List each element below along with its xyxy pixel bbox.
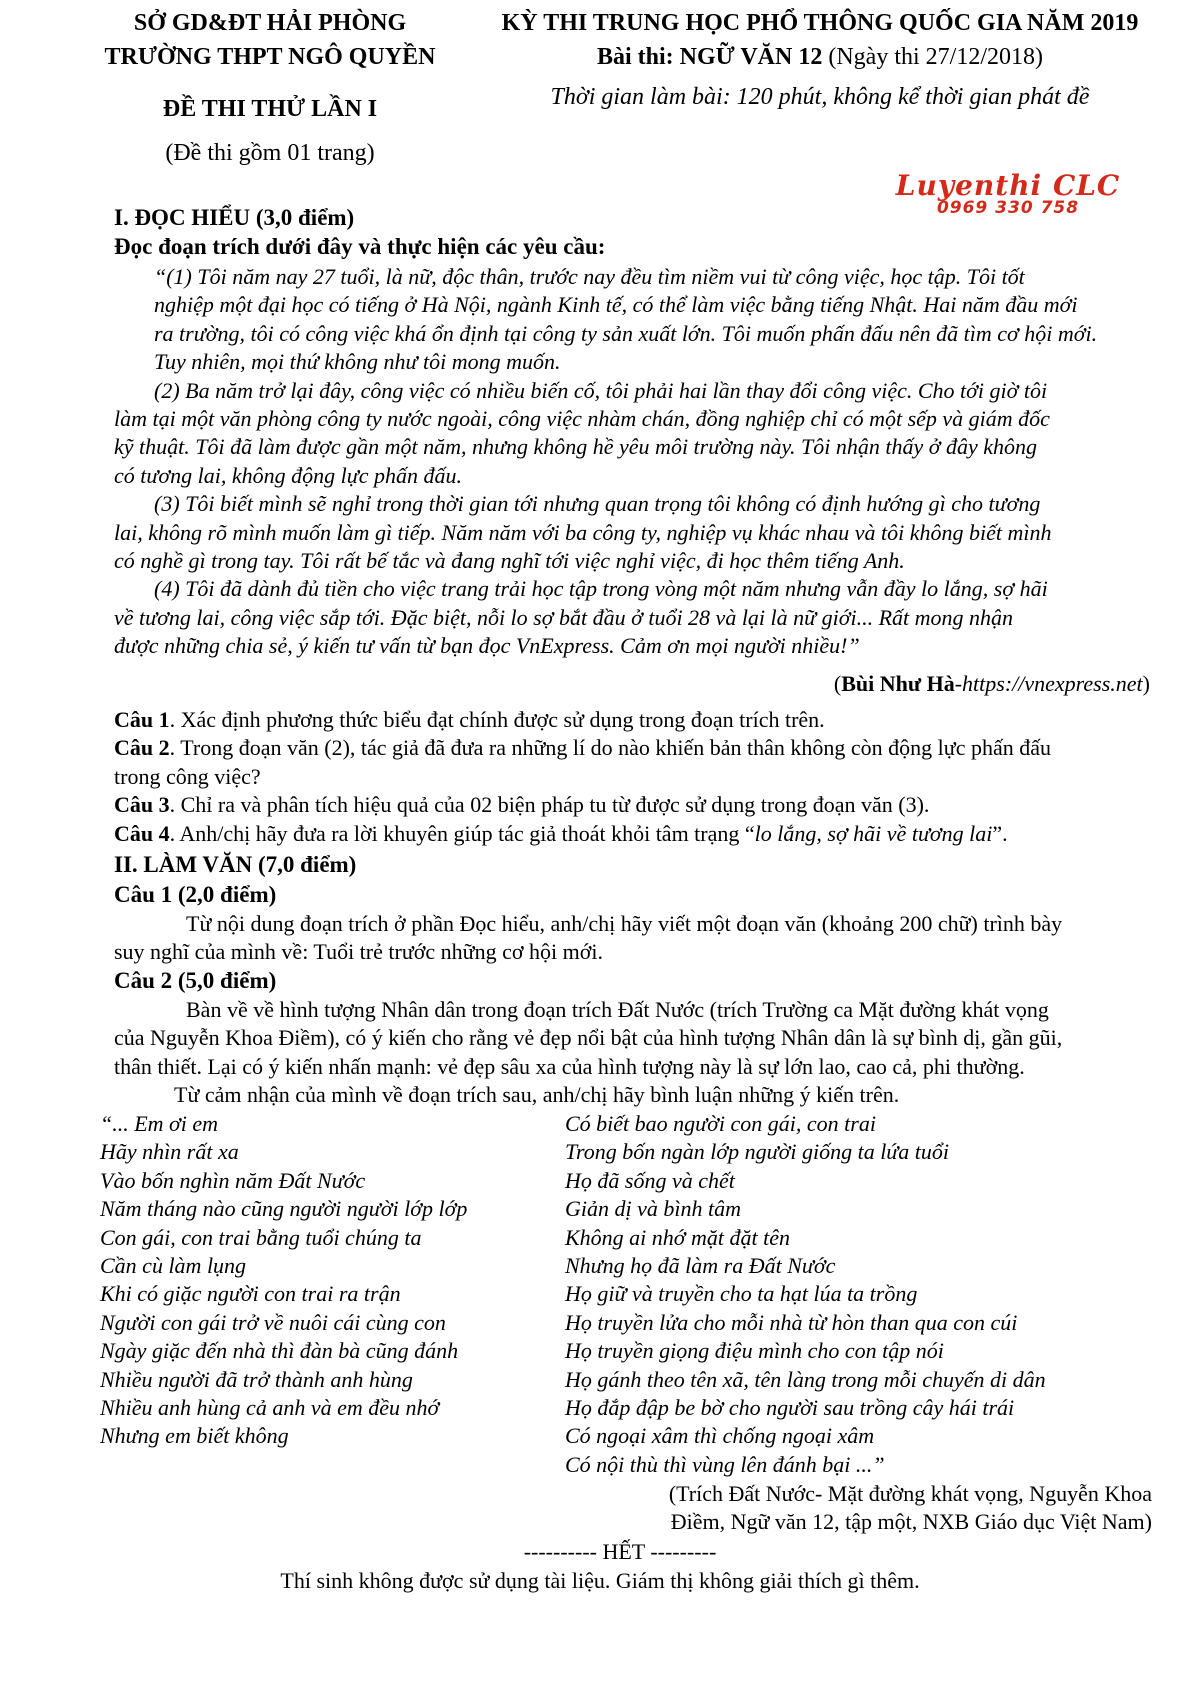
poem-line: Họ đắp đập be bờ cho người sau trồng cây hái trái xyxy=(565,1395,1015,1421)
school-name: TRƯỜNG THPT NGÔ QUYỀN xyxy=(104,44,436,70)
part1-title: I. ĐỌC HIỂU (3,0 điểm) xyxy=(114,205,355,230)
department-name: SỞ GD&ĐT HẢI PHÒNG xyxy=(133,10,407,36)
question-label: Câu 3 xyxy=(114,792,170,818)
subject-label: Bài thi: NGỮ VĂN 12 xyxy=(597,44,823,70)
essay-q1-title: Câu 1 (2,0 điểm) xyxy=(114,882,277,907)
poem-line: Họ đã sống và chết xyxy=(565,1167,735,1193)
essay-line: Bàn về về hình tượng Nhân dân trong đoạn trích Đất Nước (trích Trường ca Mặt đường khát vọng xyxy=(186,997,1049,1022)
essay-prompt: Từ cảm nhận của mình về đoạn trích sau, anh/chị hãy bình luận những ý kiến trên. xyxy=(174,1082,900,1108)
poem-line: Con gái, con trai bằng tuổi chúng ta xyxy=(100,1224,422,1250)
question-text: . Anh/chị hãy đưa ra lời khuyên giúp tác giả thoát khỏi tâm trạng “ xyxy=(169,820,755,846)
question-4 xyxy=(114,820,1150,848)
citation-line: (Trích Đất Nước- Mặt đường khát vọng, Nguyễn Khoa xyxy=(668,1481,1152,1506)
subject-line xyxy=(470,40,1170,74)
essay-line: thân thiết. Lại có ý kiến nhấn mạnh: vẻ đẹp sâu xa của hình tượng này là sự lớn lao, cao cả, phi thường. xyxy=(114,1053,1025,1079)
poem-line: Họ truyền giọng điệu mình cho con tập nói xyxy=(565,1338,944,1364)
essay-line: Từ nội dung đoạn trích ở phần Đọc hiểu, anh/chị hãy viết một đoạn văn (khoảng 200 chữ) trình bày xyxy=(186,911,1063,936)
poem-line: Có ngoại xâm thì chống ngoại xâm xyxy=(565,1423,875,1449)
passage-line: được những chia sẻ, ý kiến tư vấn từ bạn đọc VnExpress. Cảm ơn mọi người nhiều!” xyxy=(114,633,860,659)
part2-title: II. LÀM VĂN (7,0 điểm) xyxy=(114,852,357,877)
passage-line: nghiệp một đại học có tiếng ở Hà Nội, ngành Kinh tế, có thể làm việc bằng tiếng Nhật. Hai năm đầu mới xyxy=(154,292,1078,318)
essay-line: của Nguyễn Khoa Điềm), có ý kiến cho rằng vẻ đẹp nổi bật của hình tượng Nhân dân là sự bình dị, gần gũi, xyxy=(114,1025,1063,1051)
source-paren: ( xyxy=(833,671,842,696)
poem-line: “... Em ơi em xyxy=(100,1111,219,1136)
question-label: Câu 2 xyxy=(114,735,170,761)
source-url: -https://vnexpress.net xyxy=(954,671,1143,696)
poem-line: Họ gánh theo tên xã, tên làng trong mỗi chuyến di dân xyxy=(565,1366,1046,1392)
passage-line: về tương lai, công việc sắp tới. Đặc biệt, nỗi lo sợ bắt đầu ở tuổi 28 và lại là nữ giới... Rất mong nhận xyxy=(114,604,1014,630)
question-text: . Trong đoạn văn (2), tác giả đã đưa ra những lí do nào khiến bản thân không còn động lực phấn đấu xyxy=(169,735,1051,761)
part1-instruction: Đọc đoạn trích dưới đây và thực hiện các yêu cầu: xyxy=(114,234,606,259)
passage-line: làm tại một văn phòng công ty nước ngoài, công việc nhàm chán, đồng nghiệp chỉ có một sếp và giám đốc xyxy=(114,406,1050,432)
time-note: Thời gian làm bài: 120 phút, không kể thời gian phát đề xyxy=(550,84,1090,110)
question-label: Câu 1 xyxy=(114,707,170,732)
poem-line: Khi có giặc người con trai ra trận xyxy=(100,1281,401,1307)
pages-note: (Đề thi gồm 01 trang) xyxy=(165,140,375,166)
poem-line: Trong bốn ngàn lớp người giống ta lứa tuổi xyxy=(565,1139,950,1165)
question-text: . Chỉ ra và phân tích hiệu quả của 02 biện pháp tu từ được sử dụng trong đoạn văn (3). xyxy=(169,792,930,818)
poem-line: Họ truyền lửa cho mỗi nhà từ hòn than qua con cúi xyxy=(565,1309,1018,1335)
poem-line: Giản dị và bình tâm xyxy=(565,1196,741,1222)
question-3 xyxy=(114,791,1150,819)
passage-line: Tuy nhiên, mọi thứ không như tôi mong muốn. xyxy=(154,349,561,375)
exam-date: (Ngày thi 27/12/2018) xyxy=(828,44,1043,70)
source-paren: ) xyxy=(1142,671,1150,696)
question-2 xyxy=(114,734,1150,791)
poem-line: Ngày giặc đến nhà thì đàn bà cũng đánh xyxy=(100,1338,459,1364)
passage-line: (2) Ba năm trở lại đây, công việc có nhiều biến cố, tôi phải hai lần thay đổi công việc. Cho tới giờ tôi xyxy=(154,377,1048,403)
essay-q1-text xyxy=(114,910,1150,967)
reading-passage xyxy=(114,263,1150,661)
passage-line: “(1) Tôi năm nay 27 tuổi, là nữ, độc thân, trước nay đều tìm niềm vui từ công việc, học tập. Tôi tốt xyxy=(154,264,1025,289)
poem-line: Không ai nhớ mặt đặt tên xyxy=(565,1224,791,1250)
poem-line: Nhiều người đã trở thành anh hùng xyxy=(100,1366,413,1392)
passage-line: (3) Tôi biết mình sẽ nghỉ trong thời gian tới nhưng quan trọng tôi không có định hướng gì cho tương xyxy=(154,491,1041,517)
passage-line: lai, không rõ mình muốn làm gì tiếp. Năm năm với ba công ty, nghiệp vụ khác nhau và tôi không biết mình xyxy=(114,519,1052,545)
passage-paragraph xyxy=(114,263,1150,377)
essay-q2-text xyxy=(114,996,1150,1110)
watermark-phone: 0969 330 758 xyxy=(936,198,1080,218)
passage-line: (4) Tôi đã dành đủ tiền cho việc trang trải học tập trong vòng một năm nhưng vẫn đầy lo lắng, sợ hãi xyxy=(154,576,1048,602)
poem-right-column xyxy=(565,1110,1046,1479)
passage-line: có nghề gì trong tay. Tôi rất bế tắc và đang nghĩ tới việc nghỉ việc, đi học thêm tiếng Anh. xyxy=(114,548,905,574)
reading-questions xyxy=(114,706,1150,848)
footer-note: Thí sinh không được sử dụng tài liệu. Giám thị không giải thích gì thêm. xyxy=(280,1568,920,1593)
poem-line: Nhưng họ đã làm ra Đất Nước xyxy=(565,1253,836,1279)
poem-citation xyxy=(612,1480,1152,1537)
question-text: . Xác định phương thức biểu đạt chính được sử dụng trong đoạn trích trên. xyxy=(169,707,825,732)
poem-line: Họ giữ và truyền cho ta hạt lúa ta trồng xyxy=(565,1281,918,1307)
passage-source xyxy=(834,670,1150,698)
poem-line: Có nội thù thì vùng lên đánh bại ...” xyxy=(565,1451,885,1477)
passage-paragraph xyxy=(114,575,1150,660)
passage-line: ra trường, tôi có công việc khá ổn định tại công ty sản xuất lớn. Tôi muốn phấn đấu nên đã tìm cơ hội mới. xyxy=(154,320,1098,346)
question-quote: lo lắng, sợ hãi về tương lai xyxy=(754,820,993,846)
exam-title: KỲ THI TRUNG HỌC PHỔ THÔNG QUỐC GIA NĂM 2019 xyxy=(501,10,1139,36)
question-1 xyxy=(114,706,1150,734)
poem-left-column xyxy=(100,1110,467,1451)
poem-line: Hãy nhìn rất xa xyxy=(100,1139,239,1165)
poem-line: Nhưng em biết không xyxy=(100,1423,289,1449)
passage-paragraph xyxy=(114,490,1150,575)
question-text: ”. xyxy=(992,820,1008,846)
watermark-name: Luyenthi CLC xyxy=(895,169,1121,202)
poem-line: Năm tháng nào cũng người người lớp lớp xyxy=(100,1196,468,1222)
poem-line: Nhiều anh hùng cả anh và em đều nhớ xyxy=(100,1395,440,1421)
source-author: Bùi Như Hà xyxy=(841,671,955,696)
passage-line: có tương lai, không động lực phấn đấu. xyxy=(114,462,462,488)
essay-q2-title: Câu 2 (5,0 điểm) xyxy=(114,968,277,993)
passage-line: kỹ thuật. Tôi đã làm được gần một năm, nhưng không hề yêu môi trường này. Tôi nhận thấy ở đây không xyxy=(114,434,1038,460)
essay-line: suy nghĩ của mình về: Tuổi trẻ trước những cơ hội mới. xyxy=(114,939,603,965)
citation-line: Điềm, Ngữ văn 12, tập một, NXB Giáo dục Việt Nam) xyxy=(670,1509,1152,1535)
poem-line: Cần cù làm lụng xyxy=(100,1253,247,1279)
question-text: trong công việc? xyxy=(114,763,261,789)
poem-line: Người con gái trở về nuôi cái cùng con xyxy=(100,1309,446,1335)
passage-paragraph xyxy=(114,377,1150,491)
end-marker: ---------- HẾT --------- xyxy=(523,1539,717,1564)
question-label: Câu 4 xyxy=(114,820,170,846)
watermark-logo xyxy=(888,170,1128,222)
poem-line: Vào bốn nghìn năm Đất Nước xyxy=(100,1167,366,1193)
exam-type: ĐỀ THI THỬ LẦN I xyxy=(162,96,378,122)
poem-line: Có biết bao người con gái, con trai xyxy=(565,1111,876,1136)
